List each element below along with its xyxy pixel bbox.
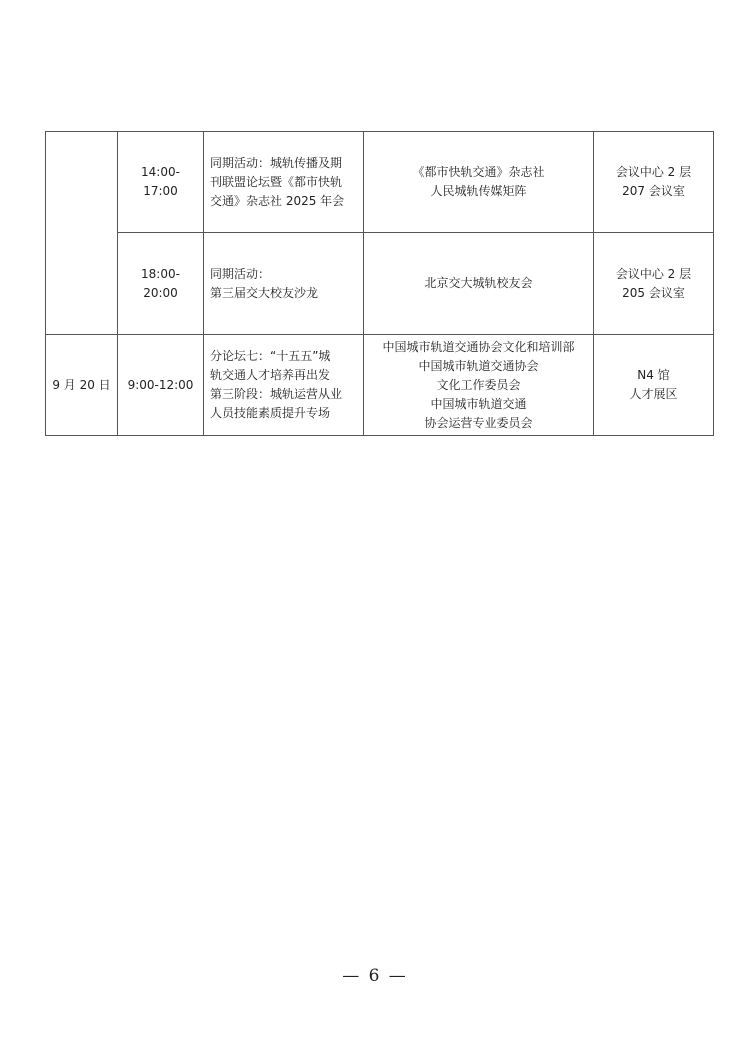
date-cell xyxy=(46,132,118,335)
topic-line: 刊联盟论坛暨《都市快轨 xyxy=(210,174,343,189)
organizer-line: 中国城市轨道交通协会 xyxy=(418,358,539,373)
topic-line: 人员技能素质提升专场 xyxy=(210,406,331,420)
organizer-line: 北京交大城轨校友会 xyxy=(424,276,533,290)
venue-line: 205 会议室 xyxy=(622,285,685,300)
organizer-cell xyxy=(364,233,594,335)
topic-cell xyxy=(204,132,364,233)
table-row xyxy=(46,132,714,233)
topic-line: 第三阶段：城轨运营从业 xyxy=(210,387,343,401)
table-row xyxy=(46,335,714,436)
organizer-line: 中国城市轨道交通协会文化和培训部 xyxy=(382,339,575,354)
date-cell: 9 月 20 日 xyxy=(46,335,118,436)
venue-line: N4 馆 xyxy=(637,368,670,382)
topic-cell xyxy=(204,233,364,335)
venue-line: 207 会议室 xyxy=(622,184,685,198)
organizer-line: 《都市快轨交通》杂志社 xyxy=(412,165,545,179)
topic-line: 轨交通人才培养再出发 xyxy=(210,368,331,382)
venue-line: 人才展区 xyxy=(629,387,678,401)
topic-line: 同期活动： xyxy=(210,266,271,281)
topic-line: 同期活动：城轨传播及期 xyxy=(210,155,343,170)
topic-line: 分论坛七：“十五五”城 xyxy=(210,349,331,363)
organizer-line: 协会运营专业委员会 xyxy=(424,415,533,430)
organizer-line: 文化工作委员会 xyxy=(436,377,521,392)
page-number: — 6 — xyxy=(342,966,408,986)
organizer-cell xyxy=(364,335,594,436)
schedule-table xyxy=(45,131,714,436)
topic-cell xyxy=(204,335,364,436)
topic-line: 交通》杂志社 2025 年会 xyxy=(210,193,345,208)
time-cell: 9:00-12:00 xyxy=(118,335,204,436)
organizer-line: 中国城市轨道交通 xyxy=(430,396,527,411)
table-row xyxy=(46,233,714,335)
venue-line: 会议中心 2 层 xyxy=(615,165,692,179)
venue-cell xyxy=(594,233,714,335)
venue-cell xyxy=(594,132,714,233)
organizer-line: 人民城轨传媒矩阵 xyxy=(430,184,527,198)
time-cell: 14:00-17:00 xyxy=(118,132,204,233)
venue-cell xyxy=(594,335,714,436)
organizer-cell xyxy=(364,132,594,233)
time-cell: 18:00-20:00 xyxy=(118,233,204,335)
topic-line: 第三届交大校友沙龙 xyxy=(210,285,319,300)
venue-line: 会议中心 2 层 xyxy=(615,266,692,281)
